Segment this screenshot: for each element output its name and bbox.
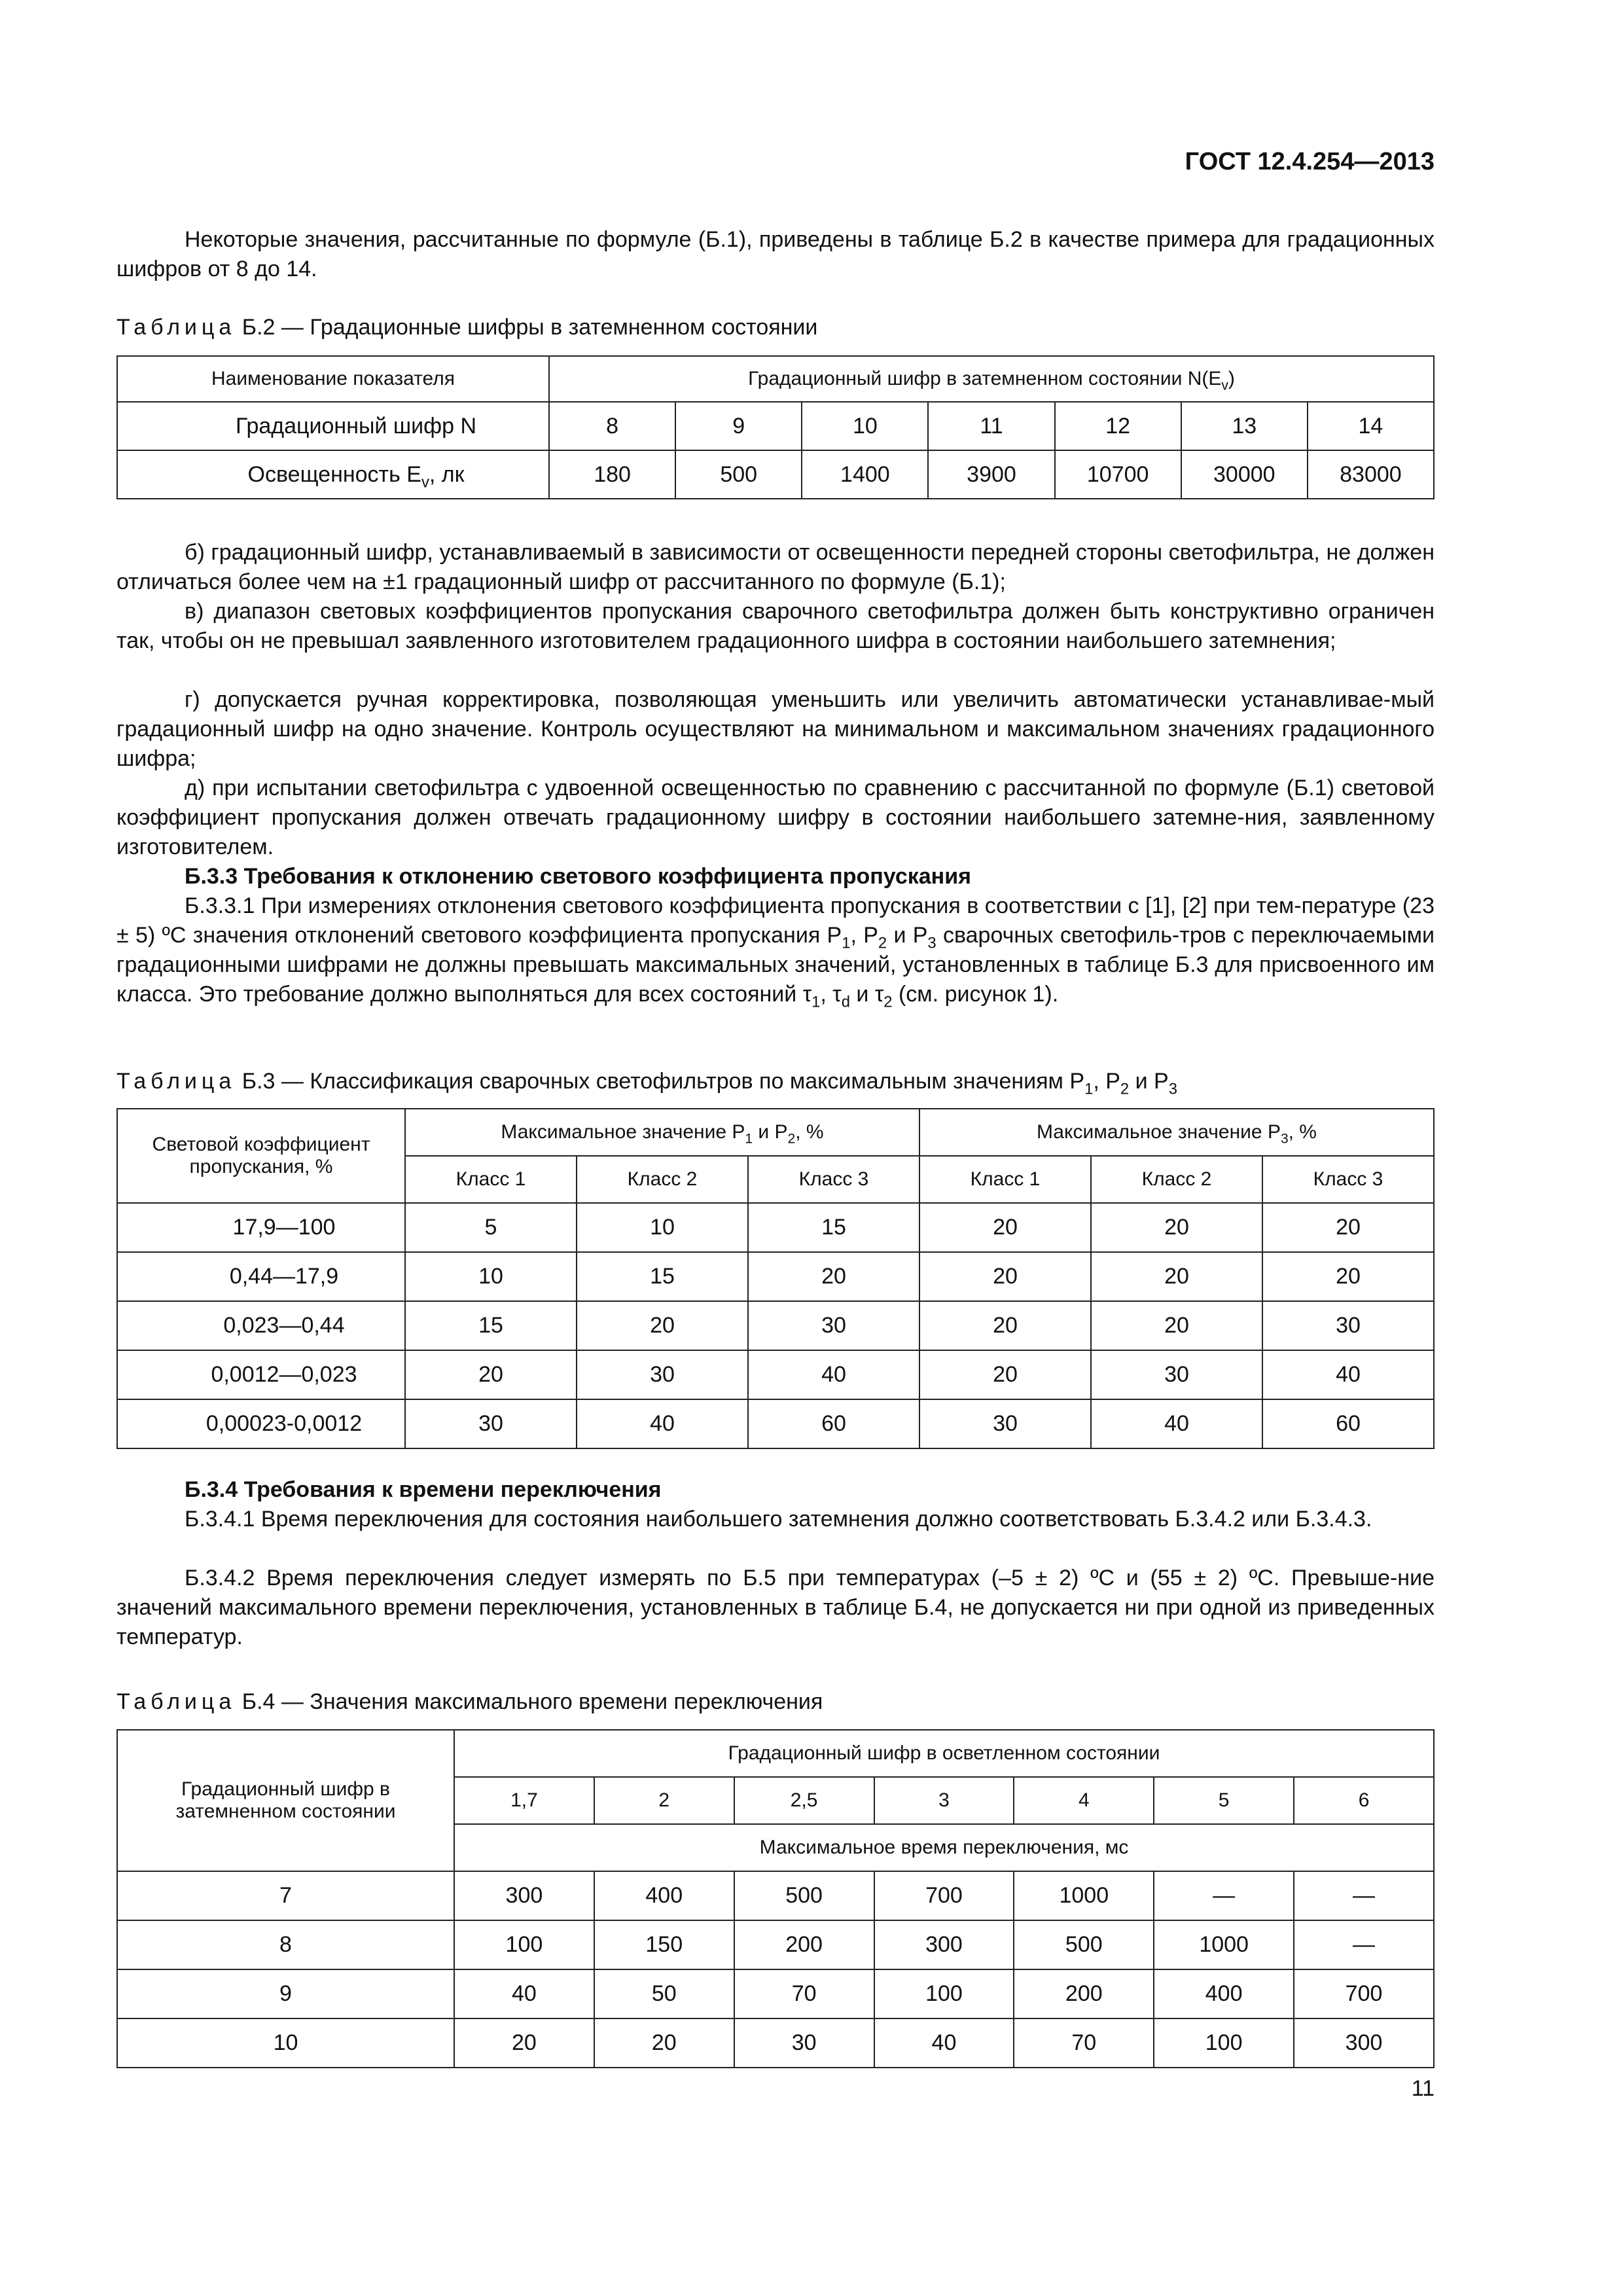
table-cell: 500 <box>675 450 802 499</box>
table-cell: 30000 <box>1181 450 1308 499</box>
table-header-cell: Максимальное значение $P_3$, % <box>919 1109 1434 1156</box>
intro-paragraph: Некоторые значения, рассчитанные по формуле (Б.1), приведены в таблице Б.2 в качестве примера для градационных шифров от 8 до 14. <box>116 227 1435 281</box>
table-cell: 8 <box>549 402 675 450</box>
table-cell: 180 <box>549 450 675 499</box>
row-label: Градационный шифр N <box>117 402 549 450</box>
table-cell: 11 <box>928 402 1054 450</box>
table-header-cell: Класс 2 <box>1091 1156 1262 1203</box>
table-row: 0,0012—0,023 20 30 40 20 30 40 <box>117 1350 1434 1399</box>
section-heading-b33: Б.3.3 Требования к отклонению светового коэффициента пропускания <box>185 864 971 889</box>
table-header-cell: Класс 3 <box>748 1156 919 1203</box>
paragraph-d: д) при испытании светофильтра с удвоенной освещенностью по сравнению с рассчитанной по формуле (Б.1) световой коэффициент пропускания должен отвечать градационному шифру в состоянии наибольшего затемне-ния, заявленному изготовителем. <box>116 776 1435 859</box>
table-header-cell: Класс 2 <box>577 1156 748 1203</box>
document-header: ГОСТ 12.4.254—2013 <box>1185 148 1435 175</box>
table-header-cell: Класс 3 <box>1262 1156 1434 1203</box>
table-row: 0,023—0,44 15 20 30 20 20 30 <box>117 1301 1434 1350</box>
caption-text: Б.2 — Градационные шифры в затемненном состоянии <box>241 315 818 340</box>
table-header-cell: Градационный шифр в затемненном состоянии <box>117 1730 454 1871</box>
table-row: 8 100 150 200 300 500 1000 — <box>117 1920 1434 1969</box>
page-number: 11 <box>1411 2076 1435 2101</box>
table-row: 10 20 20 30 40 70 100 300 <box>117 2018 1434 2068</box>
paragraph-g: г) допускается ручная корректировка, позволяющая уменьшить или увеличить автоматически устанавливае-мый градационный шифр на одно значение. Контроль осуществляют на минимальном и максимальном значениях градационного шифра; <box>116 687 1435 771</box>
table-cell: 14 <box>1308 402 1434 450</box>
table-b3 <box>116 1108 1435 1449</box>
row-label: Освещенность $E_v$, лк <box>117 450 549 499</box>
table-b3-caption: Таблица Б.3 — Классификация сварочных светофильтров по максимальным значениям $P_1$, $P_2$ и $P_3$ <box>116 1069 1177 1098</box>
table-b2 <box>116 355 1435 499</box>
paragraph-b342: Б.3.4.2 Время переключения следует измерять по Б.5 при температурах (–5 ± 2) ºС и (55 ± 2) ºС. Превыше-ние значений максимального времени переключения, установленных в таблице Б.4, не допускается ни при одной из приведенных температур. <box>116 1566 1435 1649</box>
table-cell: 9 <box>675 402 802 450</box>
table-row: 0,44—17,9 10 15 20 20 20 20 <box>117 1252 1434 1301</box>
paragraph-b: б) градационный шифр, устанавливаемый в зависимости от освещенности передней стороны светофильтра, не должен отличаться более чем на ±1 градационный шифр от рассчитанного по формуле (Б.1); <box>116 540 1435 594</box>
table-header-cell: Градационный шифр в затемненном состоянии $N(E_v)$ <box>549 356 1434 402</box>
table-row <box>117 402 1434 450</box>
paragraph-b331: Б.3.3.1 При измерениях отклонения светового коэффициента пропускания в соответствии с [1], [2] при тем-пературе (23 ± 5) ºС значения отклонений светового коэффициента пропускания $P_1$, $P_2$ и $P_3$ сварочных светофиль-тров с переключаемыми градационными шифрами не должны превышать максимальных значений, установленных в таблице Б.3 для присвоенного им класса. Это требование должно выполняться для всех состояний $\tau_1$, $\tau_d$ и $\tau_2$ (см. рисунок 1). <box>116 893 1435 1011</box>
table-row: 0,00023-0,0012 30 40 60 30 40 60 <box>117 1399 1434 1448</box>
paragraph-b341: Б.3.4.1 Время переключения для состояния наибольшего затемнения должно соответствовать Б.3.4.2 или Б.3.4.3. <box>185 1507 1372 1532</box>
table-b4: Градационный шифр в затемненном состоянии Градационный шифр в осветленном состоянии 1,7 2 2,5 3 4 5 6 Максимальное время переключения, мс 7 300 400 500 700 1000 — — 8 100 150 200 300 500 1000 — 9 40 50 70 100 200 400 700 10 20 20 30 40 70 100 300 <box>116 1729 1435 2068</box>
table-header-cell: Класс 1 <box>919 1156 1091 1203</box>
table-b2-caption <box>116 313 817 342</box>
section-heading-b34: Б.3.4 Требования к времени переключения <box>185 1477 662 1502</box>
table-cell: 12 <box>1055 402 1181 450</box>
table-cell: 83000 <box>1308 450 1434 499</box>
table-row: 9 40 50 70 100 200 400 700 <box>117 1969 1434 2018</box>
table-cell: 3900 <box>928 450 1054 499</box>
table-header-cell: Максимальное значение $P_1$ и $P_2$, % <box>405 1109 919 1156</box>
table-cell: 1400 <box>802 450 928 499</box>
table-header-cell: Световой коэффициент пропускания, % <box>117 1109 405 1203</box>
table-header-cell: Наименование показателя <box>117 356 549 402</box>
table-row <box>117 450 1434 499</box>
table-row: 17,9—100 5 10 15 20 20 20 <box>117 1203 1434 1252</box>
table-cell: 10 <box>802 402 928 450</box>
caption-label: Таблица <box>116 315 236 340</box>
table-cell: 10700 <box>1055 450 1181 499</box>
paragraph-v: в) диапазон световых коэффициентов пропускания сварочного светофильтра должен быть конструктивно ограничен так, чтобы он не превышал заявленного изготовителем градационного шифра в состоянии наибольшего затемнения; <box>116 599 1435 653</box>
table-header-cell: Максимальное время переключения, мс <box>454 1824 1434 1871</box>
table-b4-caption: Таблица Б.4 — Значения максимального времени переключения <box>116 1689 823 1714</box>
table-header-cell: Градационный шифр в осветленном состоянии <box>454 1730 1434 1777</box>
table-header-cell: Класс 1 <box>405 1156 577 1203</box>
table-row: 7 300 400 500 700 1000 — — <box>117 1871 1434 1920</box>
table-cell: 13 <box>1181 402 1308 450</box>
